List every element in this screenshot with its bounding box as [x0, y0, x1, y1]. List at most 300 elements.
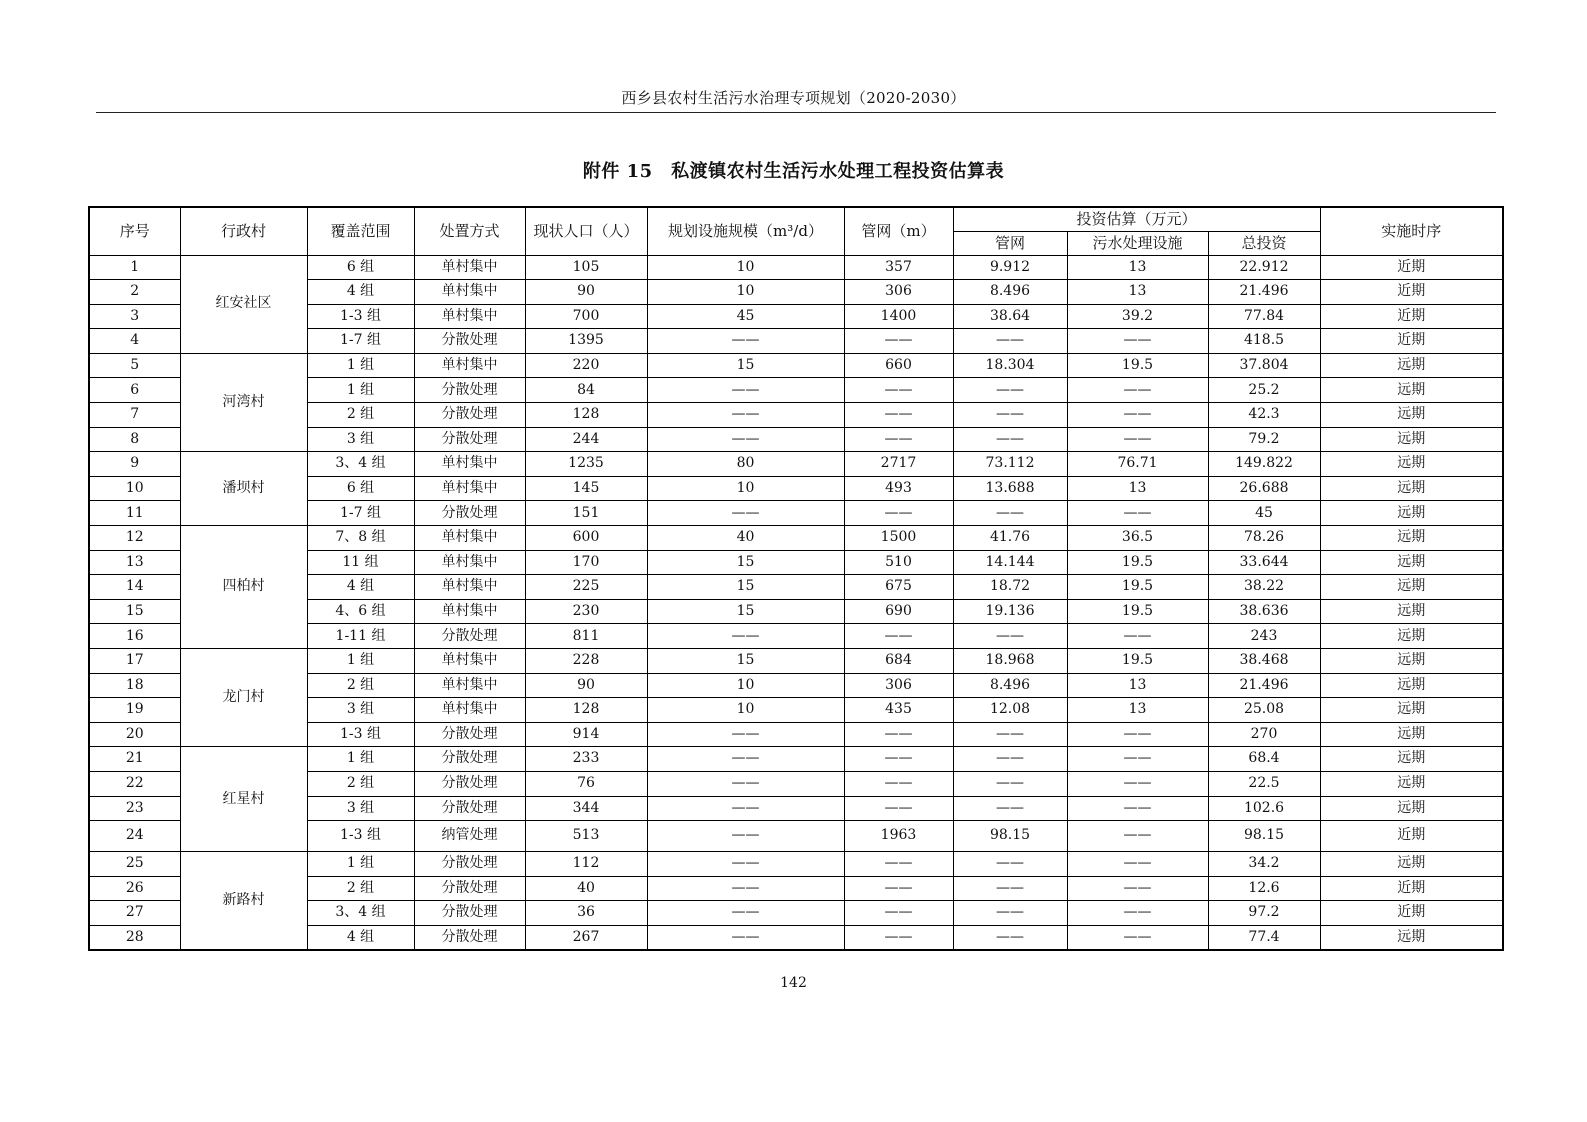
- population-cell: 700: [525, 304, 647, 329]
- coverage-cell: 1-7 组: [307, 501, 414, 526]
- schedule-cell: 远期: [1320, 501, 1503, 526]
- scale-cell: 40: [647, 526, 844, 551]
- pipe-length-cell: 357: [844, 255, 953, 280]
- schedule-cell: 远期: [1320, 771, 1503, 796]
- seq-cell: 15: [89, 599, 180, 624]
- pipe-cost-cell: 19.136: [953, 599, 1067, 624]
- population-cell: 811: [525, 624, 647, 649]
- schedule-cell: 近期: [1320, 821, 1503, 852]
- pipe-cost-cell: 41.76: [953, 526, 1067, 551]
- coverage-cell: 1 组: [307, 649, 414, 674]
- header-coverage: 覆盖范围: [307, 207, 414, 255]
- table-row: [89, 353, 1503, 378]
- facility-cost-cell: 76.71: [1067, 452, 1208, 477]
- schedule-cell: 近期: [1320, 876, 1503, 901]
- facility-cost-cell: 13: [1067, 673, 1208, 698]
- scale-cell: ——: [647, 329, 844, 354]
- scale-cell: 15: [647, 575, 844, 600]
- table-row: [89, 649, 1503, 674]
- seq-cell: 14: [89, 575, 180, 600]
- total-cell: 243: [1208, 624, 1320, 649]
- schedule-cell: 远期: [1320, 649, 1503, 674]
- pipe-cost-cell: 18.72: [953, 575, 1067, 600]
- method-cell: 单村集中: [414, 353, 525, 378]
- village-cell: 新路村: [180, 852, 307, 950]
- scale-cell: ——: [647, 403, 844, 428]
- facility-cost-cell: ——: [1067, 852, 1208, 877]
- facility-cost-cell: ——: [1067, 624, 1208, 649]
- population-cell: 233: [525, 747, 647, 772]
- coverage-cell: 2 组: [307, 673, 414, 698]
- seq-cell: 5: [89, 353, 180, 378]
- method-cell: 单村集中: [414, 526, 525, 551]
- scale-cell: ——: [647, 852, 844, 877]
- population-cell: 600: [525, 526, 647, 551]
- method-cell: 单村集中: [414, 599, 525, 624]
- seq-cell: 1: [89, 255, 180, 280]
- schedule-cell: 远期: [1320, 624, 1503, 649]
- coverage-cell: 1 组: [307, 747, 414, 772]
- table-row: [89, 452, 1503, 477]
- seq-cell: 27: [89, 901, 180, 926]
- table-header: [89, 207, 1503, 255]
- header-rule: [96, 112, 1496, 113]
- header-schedule: 实施时序: [1320, 207, 1503, 255]
- population-cell: 151: [525, 501, 647, 526]
- scale-cell: ——: [647, 876, 844, 901]
- method-cell: 分散处理: [414, 403, 525, 428]
- seq-cell: 9: [89, 452, 180, 477]
- coverage-cell: 11 组: [307, 550, 414, 575]
- pipe-cost-cell: ——: [953, 329, 1067, 354]
- scale-cell: 10: [647, 476, 844, 501]
- facility-cost-cell: 39.2: [1067, 304, 1208, 329]
- method-cell: 单村集中: [414, 304, 525, 329]
- seq-cell: 26: [89, 876, 180, 901]
- method-cell: 单村集中: [414, 280, 525, 305]
- pipe-length-cell: 675: [844, 575, 953, 600]
- schedule-cell: 近期: [1320, 280, 1503, 305]
- header-population: 现状人口（人）: [525, 207, 647, 255]
- coverage-cell: 2 组: [307, 771, 414, 796]
- population-cell: 112: [525, 852, 647, 877]
- header-sub-total: 总投资: [1208, 231, 1320, 255]
- facility-cost-cell: 19.5: [1067, 353, 1208, 378]
- scale-cell: ——: [647, 378, 844, 403]
- schedule-cell: 远期: [1320, 852, 1503, 877]
- population-cell: 914: [525, 722, 647, 747]
- method-cell: 分散处理: [414, 427, 525, 452]
- scale-cell: 10: [647, 673, 844, 698]
- population-cell: 1235: [525, 452, 647, 477]
- coverage-cell: 4 组: [307, 575, 414, 600]
- scale-cell: ——: [647, 901, 844, 926]
- investment-table: [88, 206, 1504, 951]
- population-cell: 36: [525, 901, 647, 926]
- facility-cost-cell: ——: [1067, 427, 1208, 452]
- facility-cost-cell: 19.5: [1067, 599, 1208, 624]
- coverage-cell: 4 组: [307, 280, 414, 305]
- scale-cell: 10: [647, 280, 844, 305]
- population-cell: 76: [525, 771, 647, 796]
- pipe-length-cell: ——: [844, 876, 953, 901]
- population-cell: 1395: [525, 329, 647, 354]
- running-header: 西乡县农村生活污水治理专项规划（2020-2030）: [621, 89, 966, 107]
- pipe-cost-cell: ——: [953, 876, 1067, 901]
- method-cell: 单村集中: [414, 550, 525, 575]
- pipe-length-cell: ——: [844, 925, 953, 950]
- coverage-cell: 1 组: [307, 852, 414, 877]
- population-cell: 40: [525, 876, 647, 901]
- total-cell: 22.912: [1208, 255, 1320, 280]
- seq-cell: 10: [89, 476, 180, 501]
- seq-cell: 4: [89, 329, 180, 354]
- pipe-cost-cell: 73.112: [953, 452, 1067, 477]
- pipe-cost-cell: 18.304: [953, 353, 1067, 378]
- header-method: 处置方式: [414, 207, 525, 255]
- seq-cell: 17: [89, 649, 180, 674]
- total-cell: 97.2: [1208, 901, 1320, 926]
- table-row: [89, 255, 1503, 280]
- method-cell: 单村集中: [414, 673, 525, 698]
- schedule-cell: 远期: [1320, 452, 1503, 477]
- coverage-cell: 3 组: [307, 796, 414, 821]
- facility-cost-cell: ——: [1067, 925, 1208, 950]
- facility-cost-cell: ——: [1067, 378, 1208, 403]
- method-cell: 分散处理: [414, 378, 525, 403]
- pipe-cost-cell: 12.08: [953, 698, 1067, 723]
- scale-cell: ——: [647, 796, 844, 821]
- coverage-cell: 7、8 组: [307, 526, 414, 551]
- pipe-cost-cell: 8.496: [953, 280, 1067, 305]
- pipe-cost-cell: ——: [953, 747, 1067, 772]
- coverage-cell: 1-7 组: [307, 329, 414, 354]
- table-row: [89, 852, 1503, 877]
- pipe-length-cell: 2717: [844, 452, 953, 477]
- coverage-cell: 4 组: [307, 925, 414, 950]
- scale-cell: ——: [647, 771, 844, 796]
- method-cell: 单村集中: [414, 476, 525, 501]
- seq-cell: 22: [89, 771, 180, 796]
- coverage-cell: 4、6 组: [307, 599, 414, 624]
- seq-cell: 23: [89, 796, 180, 821]
- method-cell: 分散处理: [414, 796, 525, 821]
- method-cell: 分散处理: [414, 852, 525, 877]
- seq-cell: 3: [89, 304, 180, 329]
- coverage-cell: 3、4 组: [307, 452, 414, 477]
- coverage-cell: 3 组: [307, 698, 414, 723]
- method-cell: 单村集中: [414, 255, 525, 280]
- schedule-cell: 近期: [1320, 901, 1503, 926]
- table-row: [89, 526, 1503, 551]
- village-cell: 红星村: [180, 747, 307, 852]
- schedule-cell: 远期: [1320, 722, 1503, 747]
- coverage-cell: 6 组: [307, 476, 414, 501]
- facility-cost-cell: 13: [1067, 280, 1208, 305]
- method-cell: 分散处理: [414, 501, 525, 526]
- seq-cell: 6: [89, 378, 180, 403]
- pipe-cost-cell: ——: [953, 501, 1067, 526]
- total-cell: 68.4: [1208, 747, 1320, 772]
- schedule-cell: 远期: [1320, 550, 1503, 575]
- pipe-length-cell: ——: [844, 747, 953, 772]
- seq-cell: 13: [89, 550, 180, 575]
- pipe-length-cell: ——: [844, 403, 953, 428]
- total-cell: 38.468: [1208, 649, 1320, 674]
- pipe-length-cell: 1400: [844, 304, 953, 329]
- pipe-length-cell: 493: [844, 476, 953, 501]
- village-cell: 河湾村: [180, 353, 307, 451]
- village-cell: 潘坝村: [180, 452, 307, 526]
- header-sub-pipe: 管网: [953, 231, 1067, 255]
- facility-cost-cell: ——: [1067, 329, 1208, 354]
- method-cell: 单村集中: [414, 452, 525, 477]
- schedule-cell: 远期: [1320, 796, 1503, 821]
- facility-cost-cell: ——: [1067, 501, 1208, 526]
- coverage-cell: 1 组: [307, 353, 414, 378]
- total-cell: 26.688: [1208, 476, 1320, 501]
- table-row: [89, 747, 1503, 772]
- total-cell: 45: [1208, 501, 1320, 526]
- population-cell: 145: [525, 476, 647, 501]
- facility-cost-cell: 13: [1067, 476, 1208, 501]
- coverage-cell: 1-11 组: [307, 624, 414, 649]
- total-cell: 418.5: [1208, 329, 1320, 354]
- seq-cell: 28: [89, 925, 180, 950]
- coverage-cell: 3、4 组: [307, 901, 414, 926]
- total-cell: 21.496: [1208, 673, 1320, 698]
- seq-cell: 24: [89, 821, 180, 852]
- population-cell: 90: [525, 673, 647, 698]
- scale-cell: 15: [647, 649, 844, 674]
- facility-cost-cell: 13: [1067, 698, 1208, 723]
- method-cell: 单村集中: [414, 575, 525, 600]
- pipe-cost-cell: 14.144: [953, 550, 1067, 575]
- pipe-cost-cell: 8.496: [953, 673, 1067, 698]
- seq-cell: 19: [89, 698, 180, 723]
- total-cell: 34.2: [1208, 852, 1320, 877]
- pipe-length-cell: 1500: [844, 526, 953, 551]
- facility-cost-cell: 36.5: [1067, 526, 1208, 551]
- facility-cost-cell: ——: [1067, 796, 1208, 821]
- population-cell: 90: [525, 280, 647, 305]
- pipe-cost-cell: ——: [953, 796, 1067, 821]
- scale-cell: ——: [647, 722, 844, 747]
- coverage-cell: 2 组: [307, 876, 414, 901]
- pipe-cost-cell: ——: [953, 624, 1067, 649]
- pipe-length-cell: 435: [844, 698, 953, 723]
- pipe-length-cell: 1963: [844, 821, 953, 852]
- pipe-length-cell: ——: [844, 427, 953, 452]
- scale-cell: 15: [647, 599, 844, 624]
- pipe-length-cell: ——: [844, 329, 953, 354]
- total-cell: 149.822: [1208, 452, 1320, 477]
- pipe-cost-cell: 9.912: [953, 255, 1067, 280]
- method-cell: 分散处理: [414, 722, 525, 747]
- facility-cost-cell: 13: [1067, 255, 1208, 280]
- pipe-length-cell: ——: [844, 501, 953, 526]
- population-cell: 128: [525, 403, 647, 428]
- population-cell: 244: [525, 427, 647, 452]
- total-cell: 77.84: [1208, 304, 1320, 329]
- total-cell: 42.3: [1208, 403, 1320, 428]
- total-cell: 37.804: [1208, 353, 1320, 378]
- header-sub-facility: 污水处理设施: [1067, 231, 1208, 255]
- scale-cell: 10: [647, 698, 844, 723]
- method-cell: 纳管处理: [414, 821, 525, 852]
- total-cell: 77.4: [1208, 925, 1320, 950]
- scale-cell: 45: [647, 304, 844, 329]
- table-body: [89, 255, 1503, 950]
- total-cell: 25.08: [1208, 698, 1320, 723]
- facility-cost-cell: 19.5: [1067, 649, 1208, 674]
- pipe-length-cell: 684: [844, 649, 953, 674]
- method-cell: 分散处理: [414, 771, 525, 796]
- schedule-cell: 远期: [1320, 925, 1503, 950]
- total-cell: 102.6: [1208, 796, 1320, 821]
- population-cell: 225: [525, 575, 647, 600]
- schedule-cell: 远期: [1320, 747, 1503, 772]
- pipe-cost-cell: ——: [953, 403, 1067, 428]
- population-cell: 513: [525, 821, 647, 852]
- pipe-length-cell: 510: [844, 550, 953, 575]
- seq-cell: 16: [89, 624, 180, 649]
- schedule-cell: 近期: [1320, 329, 1503, 354]
- page-number: 142: [780, 975, 807, 991]
- pipe-cost-cell: ——: [953, 925, 1067, 950]
- total-cell: 79.2: [1208, 427, 1320, 452]
- seq-cell: 11: [89, 501, 180, 526]
- coverage-cell: 1-3 组: [307, 304, 414, 329]
- pipe-length-cell: ——: [844, 771, 953, 796]
- pipe-length-cell: ——: [844, 722, 953, 747]
- seq-cell: 25: [89, 852, 180, 877]
- population-cell: 128: [525, 698, 647, 723]
- village-cell: 龙门村: [180, 649, 307, 747]
- population-cell: 228: [525, 649, 647, 674]
- pipe-cost-cell: 38.64: [953, 304, 1067, 329]
- seq-cell: 2: [89, 280, 180, 305]
- pipe-length-cell: 306: [844, 673, 953, 698]
- method-cell: 分散处理: [414, 624, 525, 649]
- schedule-cell: 远期: [1320, 526, 1503, 551]
- header-village: 行政村: [180, 207, 307, 255]
- scale-cell: ——: [647, 624, 844, 649]
- pipe-length-cell: ——: [844, 901, 953, 926]
- pipe-cost-cell: 98.15: [953, 821, 1067, 852]
- total-cell: 98.15: [1208, 821, 1320, 852]
- seq-cell: 12: [89, 526, 180, 551]
- facility-cost-cell: ——: [1067, 876, 1208, 901]
- facility-cost-cell: 19.5: [1067, 575, 1208, 600]
- scale-cell: 10: [647, 255, 844, 280]
- method-cell: 单村集中: [414, 698, 525, 723]
- facility-cost-cell: ——: [1067, 771, 1208, 796]
- schedule-cell: 近期: [1320, 304, 1503, 329]
- pipe-length-cell: 690: [844, 599, 953, 624]
- schedule-cell: 远期: [1320, 673, 1503, 698]
- pipe-length-cell: ——: [844, 378, 953, 403]
- schedule-cell: 远期: [1320, 353, 1503, 378]
- coverage-cell: 2 组: [307, 403, 414, 428]
- pipe-cost-cell: ——: [953, 427, 1067, 452]
- facility-cost-cell: ——: [1067, 901, 1208, 926]
- method-cell: 分散处理: [414, 747, 525, 772]
- schedule-cell: 远期: [1320, 427, 1503, 452]
- facility-cost-cell: ——: [1067, 722, 1208, 747]
- method-cell: 分散处理: [414, 329, 525, 354]
- population-cell: 267: [525, 925, 647, 950]
- facility-cost-cell: 19.5: [1067, 550, 1208, 575]
- schedule-cell: 近期: [1320, 255, 1503, 280]
- facility-cost-cell: ——: [1067, 403, 1208, 428]
- scale-cell: 15: [647, 550, 844, 575]
- coverage-cell: 1-3 组: [307, 821, 414, 852]
- seq-cell: 8: [89, 427, 180, 452]
- method-cell: 单村集中: [414, 649, 525, 674]
- pipe-length-cell: ——: [844, 852, 953, 877]
- method-cell: 分散处理: [414, 901, 525, 926]
- pipe-length-cell: ——: [844, 796, 953, 821]
- total-cell: 38.636: [1208, 599, 1320, 624]
- coverage-cell: 1-3 组: [307, 722, 414, 747]
- header-investment-group: 投资估算（万元）: [953, 207, 1320, 231]
- header-scale: 规划设施规模（m³/d）: [647, 207, 844, 255]
- method-cell: 分散处理: [414, 925, 525, 950]
- pipe-cost-cell: ——: [953, 771, 1067, 796]
- pipe-length-cell: 306: [844, 280, 953, 305]
- scale-cell: 80: [647, 452, 844, 477]
- population-cell: 220: [525, 353, 647, 378]
- total-cell: 25.2: [1208, 378, 1320, 403]
- total-cell: 78.26: [1208, 526, 1320, 551]
- seq-cell: 20: [89, 722, 180, 747]
- pipe-cost-cell: ——: [953, 378, 1067, 403]
- pipe-cost-cell: ——: [953, 901, 1067, 926]
- scale-cell: ——: [647, 501, 844, 526]
- total-cell: 22.5: [1208, 771, 1320, 796]
- total-cell: 33.644: [1208, 550, 1320, 575]
- pipe-cost-cell: ——: [953, 852, 1067, 877]
- total-cell: 21.496: [1208, 280, 1320, 305]
- scale-cell: ——: [647, 925, 844, 950]
- seq-cell: 18: [89, 673, 180, 698]
- population-cell: 84: [525, 378, 647, 403]
- scale-cell: ——: [647, 821, 844, 852]
- schedule-cell: 远期: [1320, 403, 1503, 428]
- document-title: 附件 15 私渡镇农村生活污水处理工程投资估算表: [582, 161, 1005, 182]
- scale-cell: 15: [647, 353, 844, 378]
- schedule-cell: 远期: [1320, 575, 1503, 600]
- schedule-cell: 远期: [1320, 476, 1503, 501]
- header-seq: 序号: [89, 207, 180, 255]
- header-pipe-length: 管网（m）: [844, 207, 953, 255]
- scale-cell: ——: [647, 747, 844, 772]
- village-cell: 红安社区: [180, 255, 307, 353]
- population-cell: 105: [525, 255, 647, 280]
- pipe-length-cell: 660: [844, 353, 953, 378]
- total-cell: 38.22: [1208, 575, 1320, 600]
- coverage-cell: 6 组: [307, 255, 414, 280]
- facility-cost-cell: ——: [1067, 821, 1208, 852]
- total-cell: 12.6: [1208, 876, 1320, 901]
- pipe-cost-cell: 13.688: [953, 476, 1067, 501]
- schedule-cell: 远期: [1320, 378, 1503, 403]
- pipe-length-cell: ——: [844, 624, 953, 649]
- method-cell: 分散处理: [414, 876, 525, 901]
- seq-cell: 7: [89, 403, 180, 428]
- pipe-cost-cell: ——: [953, 722, 1067, 747]
